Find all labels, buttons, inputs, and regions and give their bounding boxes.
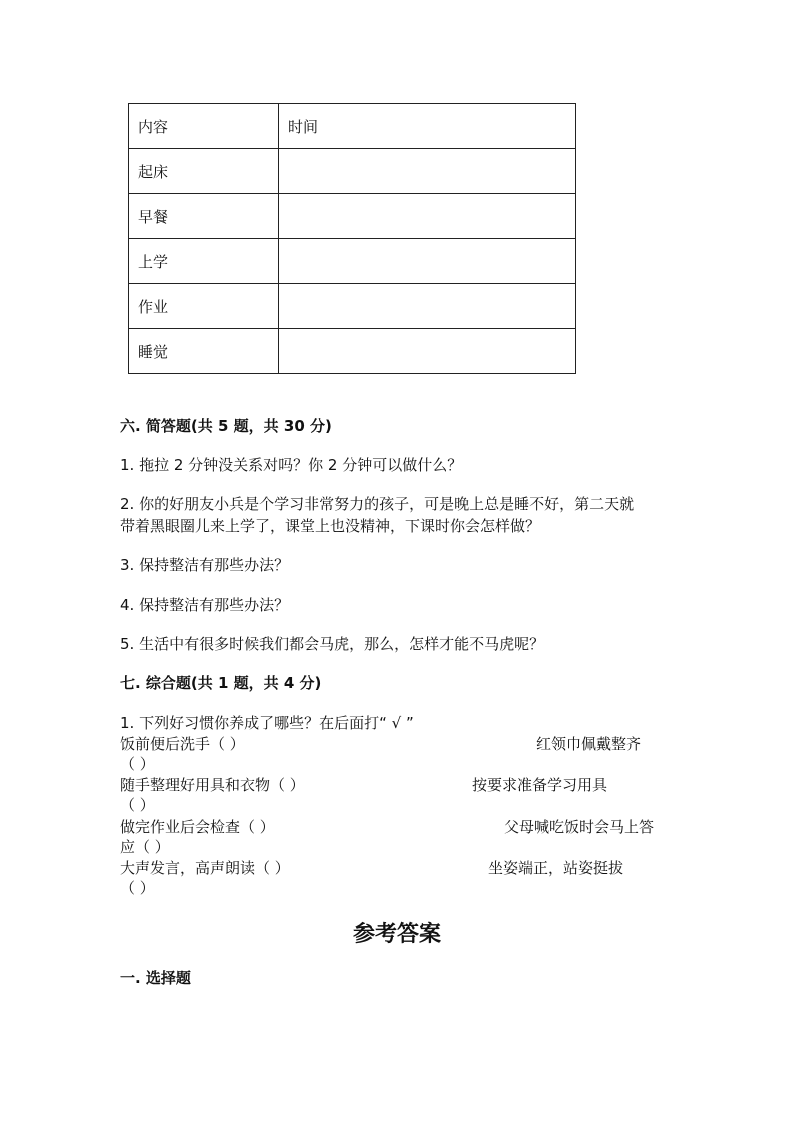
- habit-item-continuation: 应（ ）: [120, 838, 170, 856]
- table-row-label: 早餐: [129, 194, 279, 239]
- table-header-content: 内容: [129, 104, 279, 149]
- table-row-time-cell: [279, 329, 576, 374]
- answer-section1-heading: 一. 选择题: [120, 969, 191, 987]
- habit-item-continuation: （ ）: [120, 755, 155, 773]
- section6-question-4: 4. 保持整洁有那些办法？: [120, 596, 290, 614]
- habit-item-left: 饭前便后洗手（ ）: [120, 735, 245, 753]
- section6-question-2-line2: 带着黑眼圈儿来上学了，课堂上也没精神，下课时你会怎样做？: [120, 517, 541, 535]
- table-header-time: 时间: [279, 104, 576, 149]
- table-row-label: 睡觉: [129, 329, 279, 374]
- section7-question: 1. 下列好习惯你养成了哪些？在后面打“ √ ”: [120, 714, 414, 732]
- table-row: [129, 329, 576, 374]
- table-row: [129, 149, 576, 194]
- habit-item-left: 随手整理好用具和衣物（ ）: [120, 776, 305, 794]
- section6-question-1: 1. 拖拉 2 分钟没关系对吗？你 2 分钟可以做什么？: [120, 456, 463, 474]
- habit-item-continuation: （ ）: [120, 879, 155, 897]
- section6-heading: 六. 简答题(共 5 题，共 30 分): [120, 417, 332, 435]
- habit-item-right: 父母喊吃饭时会马上答: [504, 818, 655, 836]
- habit-item-right: 红领巾佩戴整齐: [536, 735, 642, 753]
- section6-question-2-line1: 2. 你的好朋友小兵是个学习非常努力的孩子，可是晚上总是睡不好，第二天就: [120, 495, 635, 513]
- section6-question-3: 3. 保持整洁有那些办法？: [120, 556, 290, 574]
- habit-item-continuation: （ ）: [120, 796, 155, 814]
- table-header-row: [129, 104, 576, 149]
- habit-item-right: 坐姿端正，站姿挺拔: [488, 859, 624, 877]
- table-row-time-cell: [279, 239, 576, 284]
- section6-question-5: 5. 生活中有很多时候我们都会马虎，那么，怎样才能不马虎呢？: [120, 635, 545, 653]
- habit-item-left: 大声发言，高声朗读（ ）: [120, 859, 290, 877]
- answer-key-title: 参考答案: [352, 921, 441, 947]
- table-row-label: 起床: [129, 149, 279, 194]
- table-row-time-cell: [279, 149, 576, 194]
- table-row: [129, 284, 576, 329]
- table-row-time-cell: [279, 284, 576, 329]
- table-row-label: 作业: [129, 284, 279, 329]
- table-row-time-cell: [279, 194, 576, 239]
- section7-heading: 七. 综合题(共 1 题，共 4 分): [120, 674, 322, 692]
- table-row: [129, 239, 576, 284]
- habit-item-right: 按要求准备学习用具: [472, 776, 608, 794]
- table-row-label: 上学: [129, 239, 279, 284]
- table-row: [129, 194, 576, 239]
- habit-item-left: 做完作业后会检查（ ）: [120, 818, 275, 836]
- schedule-table: [128, 103, 576, 374]
